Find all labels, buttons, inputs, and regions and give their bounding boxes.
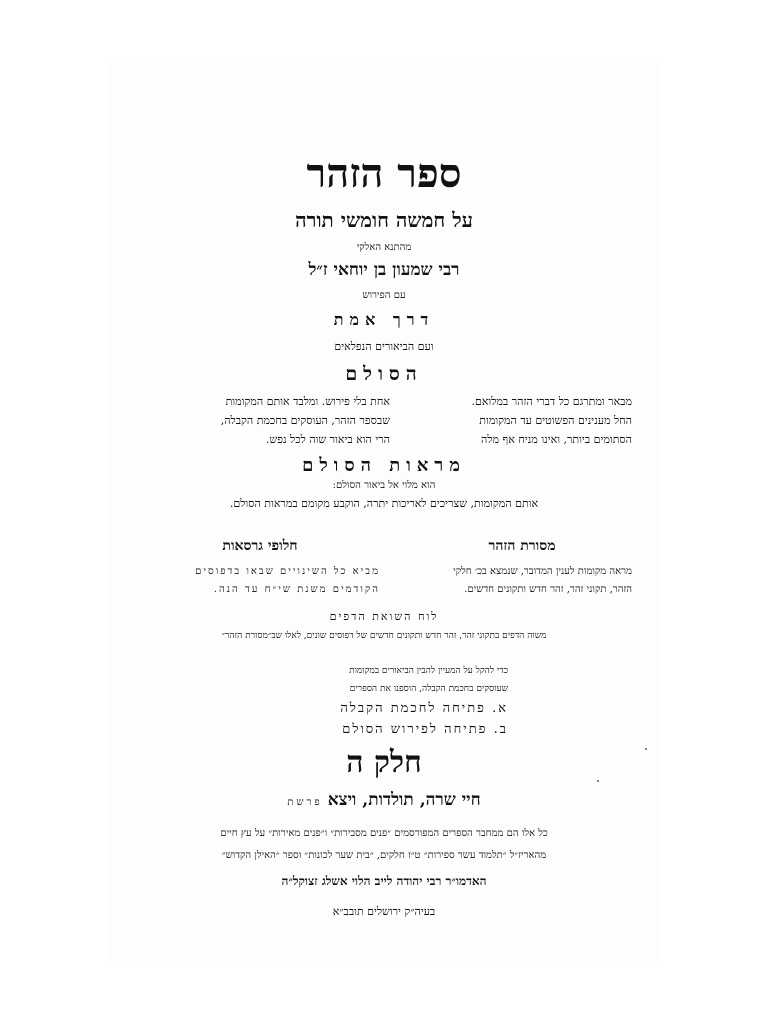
masoret-heading: מסורת הזהר xyxy=(488,538,556,554)
parasha-label: פרשת xyxy=(287,797,323,808)
luach-description: משוה הדפים בתקוני זהר, זהר חדש ותקונים חדשים של דפוסים שונים, לאלו שב״מסורת הזהר״ xyxy=(221,631,547,641)
sulam-desc-left-line: שבספר הזהר, העוסקים בחכמת הקבלה, xyxy=(220,414,390,427)
by-label: מהתנא האלקי xyxy=(356,242,412,253)
marot-subtitle: הוא מלוי אל ביאור הסולם: xyxy=(332,480,436,491)
sulam-desc-left-line: אחת בלי פירוש. ומלבד אותם המקומות xyxy=(225,395,390,408)
sulam-desc-right-line: הסתומים ביותר, ואינו מניח אף מלה xyxy=(481,433,632,446)
scan-speck xyxy=(597,780,599,782)
sulam-desc-left xyxy=(150,392,390,449)
marot-hasulam-title: מראות הסולם xyxy=(302,455,466,476)
author-name: רבי שמעון בן יוחאי ז״ל xyxy=(308,260,460,280)
sulam-desc-right xyxy=(412,392,632,449)
author-works-line-1: כל אלו הם ממחבר הספרים המפורסמים ״פנים מסבירות״ ו״פנים מאירות״ על עץ חיים xyxy=(220,828,548,839)
author-works-line-2: מהאריז״ל ״תלמוד עשר ספירות״ ט״ז חלקים, ״בית שער לכונות״ וספר ״האילן הקדוש״ xyxy=(221,850,547,861)
sulam-desc-right-line: החל מענינים הפשוטים עד המקומות xyxy=(479,414,632,427)
parasha-line xyxy=(0,790,768,810)
book-title: ספר הזהר xyxy=(306,150,462,197)
hasulam-title: הסולם xyxy=(345,363,423,385)
chilufei-heading: חלופי גרסאות xyxy=(222,538,298,554)
sulam-desc-left-line: הרי הוא ביאור שוה לכל נפש. xyxy=(265,433,390,446)
masoret-section xyxy=(412,538,632,599)
and-explanations: ועם הביאורים הנפלאים xyxy=(334,340,434,353)
intro-line: שעוסקים בחכמת הקבלה, הוספנו את הספרים xyxy=(349,684,508,694)
derech-emet-title: דרך אמת xyxy=(333,310,435,329)
place-and-year: בעיה״ק ירושלים תובב״א xyxy=(332,905,436,918)
marot-description: אותם המקומות, שצריכים לאריכות יתרה, הוקבע מקומם במראות הסולם. xyxy=(229,497,539,510)
admor-name: האדמו״ר רבי יהודה לייב הלוי אשלג זצוקל״ה xyxy=(281,874,487,888)
chilufei-section xyxy=(140,538,380,599)
parashot-names: חיי שרה, תולדות, ויצא xyxy=(327,790,481,810)
intro-book-item: ב. פתיחה לפירוש הסולם xyxy=(342,722,508,737)
with-commentary: עם הפירוש xyxy=(362,290,406,301)
intro-books xyxy=(268,698,508,740)
intro-book-item: א. פתיחה לחכמת הקבלה xyxy=(340,701,508,716)
sulam-desc-right-line: מבאר ומתרגם כל דברי הזהר במלואם. xyxy=(471,395,632,408)
chilufei-line: הקודמים משנת שי״ח עד הנה. xyxy=(213,584,380,595)
scan-speck xyxy=(645,748,647,750)
book-subtitle: על חמשה חומשי תורה xyxy=(295,208,473,232)
masoret-line: הזהר, תקוני זהר, זהר חדש ותקונים חדשים. xyxy=(464,584,632,595)
chilufei-line: מביא כל השינויים שבאו בדפוסים xyxy=(195,566,380,577)
paper-sheet xyxy=(108,62,660,962)
volume-title: חלק ה xyxy=(346,745,422,780)
luach-heading: לוח השואת הדפים xyxy=(329,610,439,623)
intro-block xyxy=(268,662,508,698)
masoret-line: מראה מקומות לענין המדובר, שנמצא בכ׳ חלקי xyxy=(453,566,632,577)
intro-line: כדי להקל על המעיין להבין הביאורים במקומות xyxy=(349,666,508,676)
